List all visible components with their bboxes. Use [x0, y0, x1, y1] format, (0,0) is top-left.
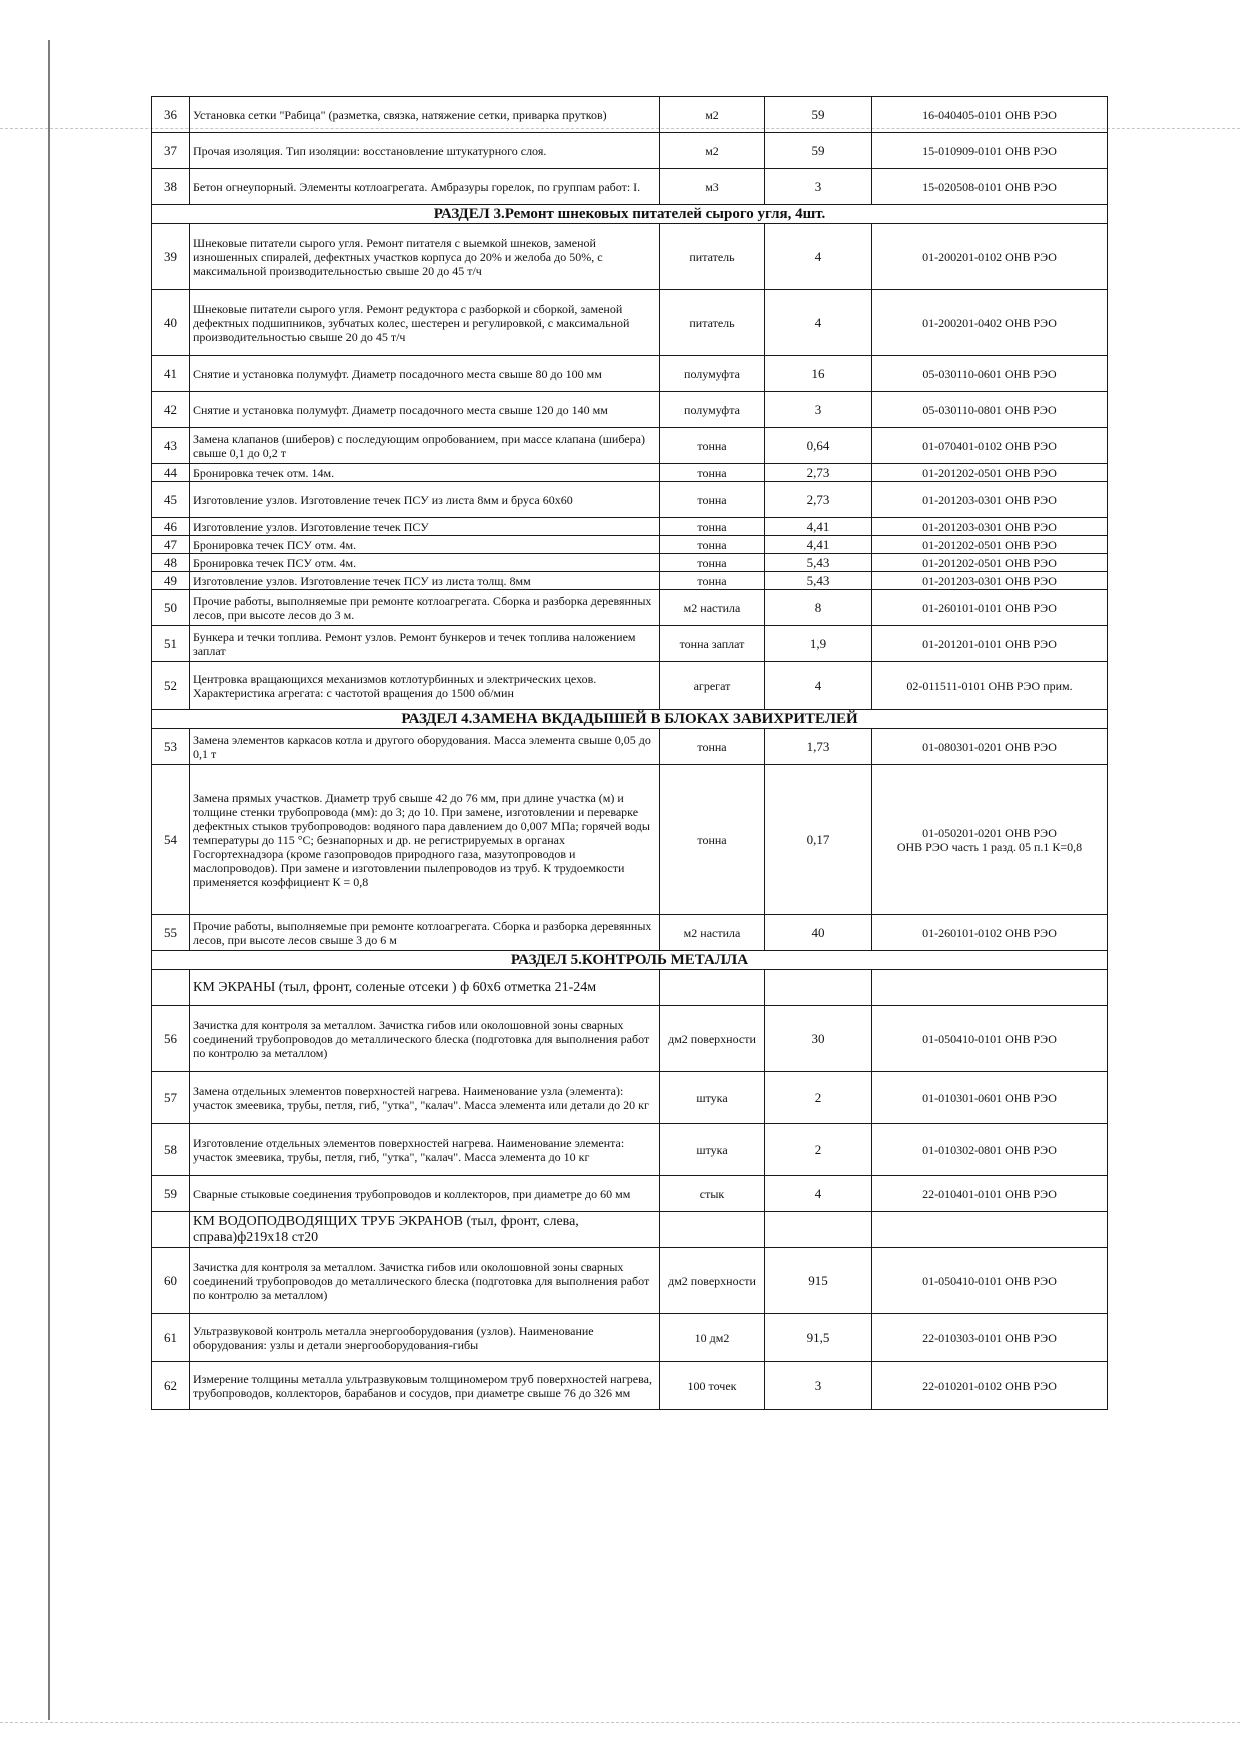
- quantity: 1,9: [765, 626, 872, 662]
- row-number: 56: [152, 1006, 190, 1072]
- row-number: 48: [152, 554, 190, 572]
- subheader-row: [152, 970, 1108, 1006]
- unit-of-measure: стык: [660, 1176, 765, 1212]
- unit-of-measure: тонна: [660, 464, 765, 482]
- table-row: [152, 572, 1108, 590]
- norm-code: 01-050410-0101 ОНВ РЭО: [872, 1248, 1108, 1314]
- table-row: [152, 1176, 1108, 1212]
- table-row: [152, 1362, 1108, 1410]
- table-row: [152, 626, 1108, 662]
- row-number: 40: [152, 290, 190, 356]
- quantity: 59: [765, 133, 872, 169]
- work-description: Установка сетки "Рабица" (разметка, связка, натяжение сетки, приварка прутков): [190, 97, 660, 133]
- row-number: 59: [152, 1176, 190, 1212]
- quantity: 4: [765, 1176, 872, 1212]
- unit-of-measure: м2 настила: [660, 590, 765, 626]
- norm-code: 01-201202-0501 ОНВ РЭО: [872, 536, 1108, 554]
- norm-code: 01-201203-0301 ОНВ РЭО: [872, 572, 1108, 590]
- section-row: [152, 205, 1108, 224]
- unit-of-measure: питатель: [660, 290, 765, 356]
- table-row: [152, 1072, 1108, 1124]
- row-number: 52: [152, 662, 190, 710]
- table-row: [152, 662, 1108, 710]
- table-row: [152, 392, 1108, 428]
- norm-code: 01-080301-0201 ОНВ РЭО: [872, 729, 1108, 765]
- norm-code: 16-040405-0101 ОНВ РЭО: [872, 97, 1108, 133]
- unit-of-measure: дм2 поверхности: [660, 1006, 765, 1072]
- table-row: [152, 356, 1108, 392]
- norm-code: 01-200201-0402 ОНВ РЭО: [872, 290, 1108, 356]
- quantity: 1,73: [765, 729, 872, 765]
- norm-code-note: ОНВ РЭО часть 1 разд. 05 п.1 К=0,8: [896, 839, 1083, 854]
- work-description: Бетон огнеупорный. Элементы котлоагрегата. Амбразуры горелок, по группам работ: I.: [190, 169, 660, 205]
- quantity: 4: [765, 290, 872, 356]
- unit-of-measure: тонна: [660, 729, 765, 765]
- section-row: [152, 951, 1108, 970]
- work-description: Ультразвуковой контроль металла энергооборудования (узлов). Наименование оборудования: узлы и детали энергооборудования-гибы: [190, 1314, 660, 1362]
- quantity: 2: [765, 1072, 872, 1124]
- work-description: КМ ВОДОПОДВОДЯЩИХ ТРУБ ЭКРАНОВ (тыл, фронт, слева, справа)ф219х18 ст20: [190, 1212, 660, 1248]
- quantity: 5,43: [765, 554, 872, 572]
- quantity: [765, 970, 872, 1006]
- work-description: Изготовление узлов. Изготовление течек ПСУ: [190, 518, 660, 536]
- work-description: Сварные стыковые соединения трубопроводов и коллекторов, при диаметре до 60 мм: [190, 1176, 660, 1212]
- quantity: 16: [765, 356, 872, 392]
- quantity: 0,17: [765, 765, 872, 915]
- quantity: 5,43: [765, 572, 872, 590]
- unit-of-measure: [660, 970, 765, 1006]
- norm-code: 01-201202-0501 ОНВ РЭО: [872, 464, 1108, 482]
- quantity: 4: [765, 662, 872, 710]
- unit-of-measure: 100 точек: [660, 1362, 765, 1410]
- unit-of-measure: тонна: [660, 428, 765, 464]
- work-description: Прочие работы, выполняемые при ремонте котлоагрегата. Сборка и разборка деревянных лесов, при высоте лесов до 3 м.: [190, 590, 660, 626]
- quantity: 4: [765, 224, 872, 290]
- quantity: 915: [765, 1248, 872, 1314]
- norm-code: 22-010201-0102 ОНВ РЭО: [872, 1362, 1108, 1410]
- norm-code: 01-050410-0101 ОНВ РЭО: [872, 1006, 1108, 1072]
- work-description: Изготовление узлов. Изготовление течек ПСУ из листа толщ. 8мм: [190, 572, 660, 590]
- work-description: Замена отдельных элементов поверхностей нагрева. Наименование узла (элемента): участок змеевика, трубы, петля, гиб, "утка", "калач". Масса элемента или детали до 20 кг: [190, 1072, 660, 1124]
- section-title: РАЗДЕЛ 3.Ремонт шнековых питателей сырого угля, 4шт.: [152, 205, 1108, 224]
- row-number: [152, 1212, 190, 1248]
- work-description: Бункера и течки топлива. Ремонт узлов. Ремонт бункеров и течек топлива наложением заплат: [190, 626, 660, 662]
- table-row: [152, 518, 1108, 536]
- norm-code: 05-030110-0801 ОНВ РЭО: [872, 392, 1108, 428]
- norm-code: 01-201202-0501 ОНВ РЭО: [872, 554, 1108, 572]
- table-row: [152, 765, 1108, 915]
- row-number: 44: [152, 464, 190, 482]
- norm-code: 15-020508-0101 ОНВ РЭО: [872, 169, 1108, 205]
- table-row: [152, 290, 1108, 356]
- row-number: 57: [152, 1072, 190, 1124]
- unit-of-measure: тонна: [660, 554, 765, 572]
- row-number: 61: [152, 1314, 190, 1362]
- norm-code: 01-010301-0601 ОНВ РЭО: [872, 1072, 1108, 1124]
- norm-code: [872, 765, 1108, 915]
- unit-of-measure: м2: [660, 133, 765, 169]
- work-description: Изготовление отдельных элементов поверхностей нагрева. Наименование элемента: участок змеевика, трубы, петля, гиб, "утка", "калач". Масса элемента до 10 кг: [190, 1124, 660, 1176]
- unit-of-measure: тонна заплат: [660, 626, 765, 662]
- row-number: 43: [152, 428, 190, 464]
- section-title: РАЗДЕЛ 5.КОНТРОЛЬ МЕТАЛЛА: [152, 951, 1108, 970]
- section-row: [152, 710, 1108, 729]
- table-row: [152, 915, 1108, 951]
- table-row: [152, 1314, 1108, 1362]
- unit-of-measure: тонна: [660, 482, 765, 518]
- quantity: 3: [765, 392, 872, 428]
- unit-of-measure: дм2 поверхности: [660, 1248, 765, 1314]
- work-description: Изготовление узлов. Изготовление течек ПСУ из листа 8мм и бруса 60х60: [190, 482, 660, 518]
- quantity: 2,73: [765, 464, 872, 482]
- quantity: 2,73: [765, 482, 872, 518]
- norm-code: 02-011511-0101 ОНВ РЭО прим.: [872, 662, 1108, 710]
- work-description: Прочая изоляция. Тип изоляции: восстановление штукатурного слоя.: [190, 133, 660, 169]
- table-row: [152, 97, 1108, 133]
- norm-code: 01-260101-0102 ОНВ РЭО: [872, 915, 1108, 951]
- unit-of-measure: м2: [660, 97, 765, 133]
- unit-of-measure: питатель: [660, 224, 765, 290]
- unit-of-measure: штука: [660, 1124, 765, 1176]
- row-number: 39: [152, 224, 190, 290]
- quantity: 40: [765, 915, 872, 951]
- norm-code: 01-201203-0301 ОНВ РЭО: [872, 518, 1108, 536]
- norm-code: 05-030110-0601 ОНВ РЭО: [872, 356, 1108, 392]
- estimate-table-body: [152, 97, 1108, 1410]
- row-number: 38: [152, 169, 190, 205]
- norm-code: [872, 1212, 1108, 1248]
- table-row: [152, 590, 1108, 626]
- row-number: 45: [152, 482, 190, 518]
- table-row: [152, 1248, 1108, 1314]
- unit-of-measure: полумуфта: [660, 356, 765, 392]
- work-description: Зачистка для контроля за металлом. Зачистка гибов или околошовной зоны сварных соединений трубопроводов до металлического блеска (подготовка для выполнения работ по контролю за металлом): [190, 1006, 660, 1072]
- quantity: 4,41: [765, 536, 872, 554]
- norm-code: 15-010909-0101 ОНВ РЭО: [872, 133, 1108, 169]
- scan-noise-line: [0, 1722, 1240, 1723]
- norm-code: 01-070401-0102 ОНВ РЭО: [872, 428, 1108, 464]
- table-row: [152, 554, 1108, 572]
- norm-code: [872, 970, 1108, 1006]
- quantity: 3: [765, 169, 872, 205]
- row-number: 47: [152, 536, 190, 554]
- table-row: [152, 1006, 1108, 1072]
- row-number: 42: [152, 392, 190, 428]
- row-number: 58: [152, 1124, 190, 1176]
- work-description: Замена клапанов (шиберов) с последующим опробованием, при массе клапана (шибера) свыше 0,1 до 0,2 т: [190, 428, 660, 464]
- table-row: [152, 482, 1108, 518]
- quantity: [765, 1212, 872, 1248]
- quantity: 2: [765, 1124, 872, 1176]
- table-row: [152, 169, 1108, 205]
- table-row: [152, 224, 1108, 290]
- quantity: 0,64: [765, 428, 872, 464]
- unit-of-measure: тонна: [660, 572, 765, 590]
- norm-code: 01-201203-0301 ОНВ РЭО: [872, 482, 1108, 518]
- quantity: 4,41: [765, 518, 872, 536]
- row-number: 36: [152, 97, 190, 133]
- unit-of-measure: агрегат: [660, 662, 765, 710]
- table-row: [152, 428, 1108, 464]
- quantity: 8: [765, 590, 872, 626]
- norm-code: 22-010401-0101 ОНВ РЭО: [872, 1176, 1108, 1212]
- row-number: 41: [152, 356, 190, 392]
- unit-of-measure: [660, 1212, 765, 1248]
- work-description: Замена элементов каркасов котла и другого оборудования. Масса элемента свыше 0,05 до 0,1 т: [190, 729, 660, 765]
- quantity: 59: [765, 97, 872, 133]
- section-title: РАЗДЕЛ 4.ЗАМЕНА ВКДАДЫШЕЙ В БЛОКАХ ЗАВИХРИТЕЛЕЙ: [152, 710, 1108, 729]
- work-description: Бронировка течек ПСУ отм. 4м.: [190, 536, 660, 554]
- norm-code: 01-260101-0101 ОНВ РЭО: [872, 590, 1108, 626]
- work-description: Прочие работы, выполняемые при ремонте котлоагрегата. Сборка и разборка деревянных лесов, при высоте лесов свыше 3 до 6 м: [190, 915, 660, 951]
- subheader-row: [152, 1212, 1108, 1248]
- work-description: Бронировка течек отм. 14м.: [190, 464, 660, 482]
- row-number: 54: [152, 765, 190, 915]
- work-description: Шнековые питатели сырого угля. Ремонт питателя с выемкой шнеков, заменой изношенных спиралей, дефектных участков корпуса до 20% и желоба до 50%, с максимальной производительностью свыше 20 до 45 т/ч: [190, 224, 660, 290]
- quantity: 91,5: [765, 1314, 872, 1362]
- norm-code-line: 01-050201-0201 ОНВ РЭО: [922, 825, 1057, 840]
- work-description: Шнековые питатели сырого угля. Ремонт редуктора с разборкой и сборкой, заменой дефектных подшипников, зубчатых колес, шестерен и регулировкой, с максимальной производительностью свыше 20 до 45 т/ч: [190, 290, 660, 356]
- work-description: Снятие и установка полумуфт. Диаметр посадочного места свыше 80 до 100 мм: [190, 356, 660, 392]
- row-number: 37: [152, 133, 190, 169]
- work-description: Центровка вращающихся механизмов котлотурбинных и электрических цехов. Характеристика агрегата: с частотой вращения до 1500 об/мин: [190, 662, 660, 710]
- row-number: 49: [152, 572, 190, 590]
- work-description: Снятие и установка полумуфт. Диаметр посадочного места свыше 120 до 140 мм: [190, 392, 660, 428]
- norm-code: 22-010303-0101 ОНВ РЭО: [872, 1314, 1108, 1362]
- table-row: [152, 536, 1108, 554]
- table-row: [152, 1124, 1108, 1176]
- unit-of-measure: тонна: [660, 536, 765, 554]
- work-description: Бронировка течек ПСУ отм. 4м.: [190, 554, 660, 572]
- table-row: [152, 464, 1108, 482]
- row-number: 51: [152, 626, 190, 662]
- quantity: 3: [765, 1362, 872, 1410]
- work-description: Замена прямых участков. Диаметр труб свыше 42 до 76 мм, при длине участка (м) и толщине стенки трубопровода (мм): до 3; до 10. При замене, изготовлении и переварке дефектных стыков трубопроводов: водяного пара давлением до 0,007 МПа; горячей воды температуры до 115 °С; безнапорных и др. не регистрируемых в органах Госгортехнадзора (кроме газопроводов природного газа, мазутопроводов и маслопроводов). При замене и изготовлении пылепроводов из труб. К трудоемкости применяется коэффициент К = 0,8: [190, 765, 660, 915]
- unit-of-measure: тонна: [660, 765, 765, 915]
- scan-edge-line: [48, 40, 50, 1720]
- estimate-table: [151, 96, 1108, 1410]
- norm-code: 01-201201-0101 ОНВ РЭО: [872, 626, 1108, 662]
- unit-of-measure: 10 дм2: [660, 1314, 765, 1362]
- unit-of-measure: полумуфта: [660, 392, 765, 428]
- table-row: [152, 133, 1108, 169]
- norm-code: 01-010302-0801 ОНВ РЭО: [872, 1124, 1108, 1176]
- work-description: Зачистка для контроля за металлом. Зачистка гибов или околошовной зоны сварных соединений трубопроводов до металлического блеска (подготовка для выполнения работ по контролю за металлом): [190, 1248, 660, 1314]
- row-number: 62: [152, 1362, 190, 1410]
- unit-of-measure: м3: [660, 169, 765, 205]
- work-description: КМ ЭКРАНЫ (тыл, фронт, соленые отсеки ) ф 60х6 отметка 21-24м: [190, 970, 660, 1006]
- row-number: 46: [152, 518, 190, 536]
- row-number: 50: [152, 590, 190, 626]
- norm-code: 01-200201-0102 ОНВ РЭО: [872, 224, 1108, 290]
- unit-of-measure: тонна: [660, 518, 765, 536]
- unit-of-measure: штука: [660, 1072, 765, 1124]
- row-number: 53: [152, 729, 190, 765]
- row-number: 55: [152, 915, 190, 951]
- row-number: [152, 970, 190, 1006]
- work-description: Измерение толщины металла ультразвуковым толщиномером труб поверхностей нагрева, трубопроводов, коллекторов, барабанов и сосудов, при диаметре свыше 76 до 326 мм: [190, 1362, 660, 1410]
- table-row: [152, 729, 1108, 765]
- row-number: 60: [152, 1248, 190, 1314]
- unit-of-measure: м2 настила: [660, 915, 765, 951]
- quantity: 30: [765, 1006, 872, 1072]
